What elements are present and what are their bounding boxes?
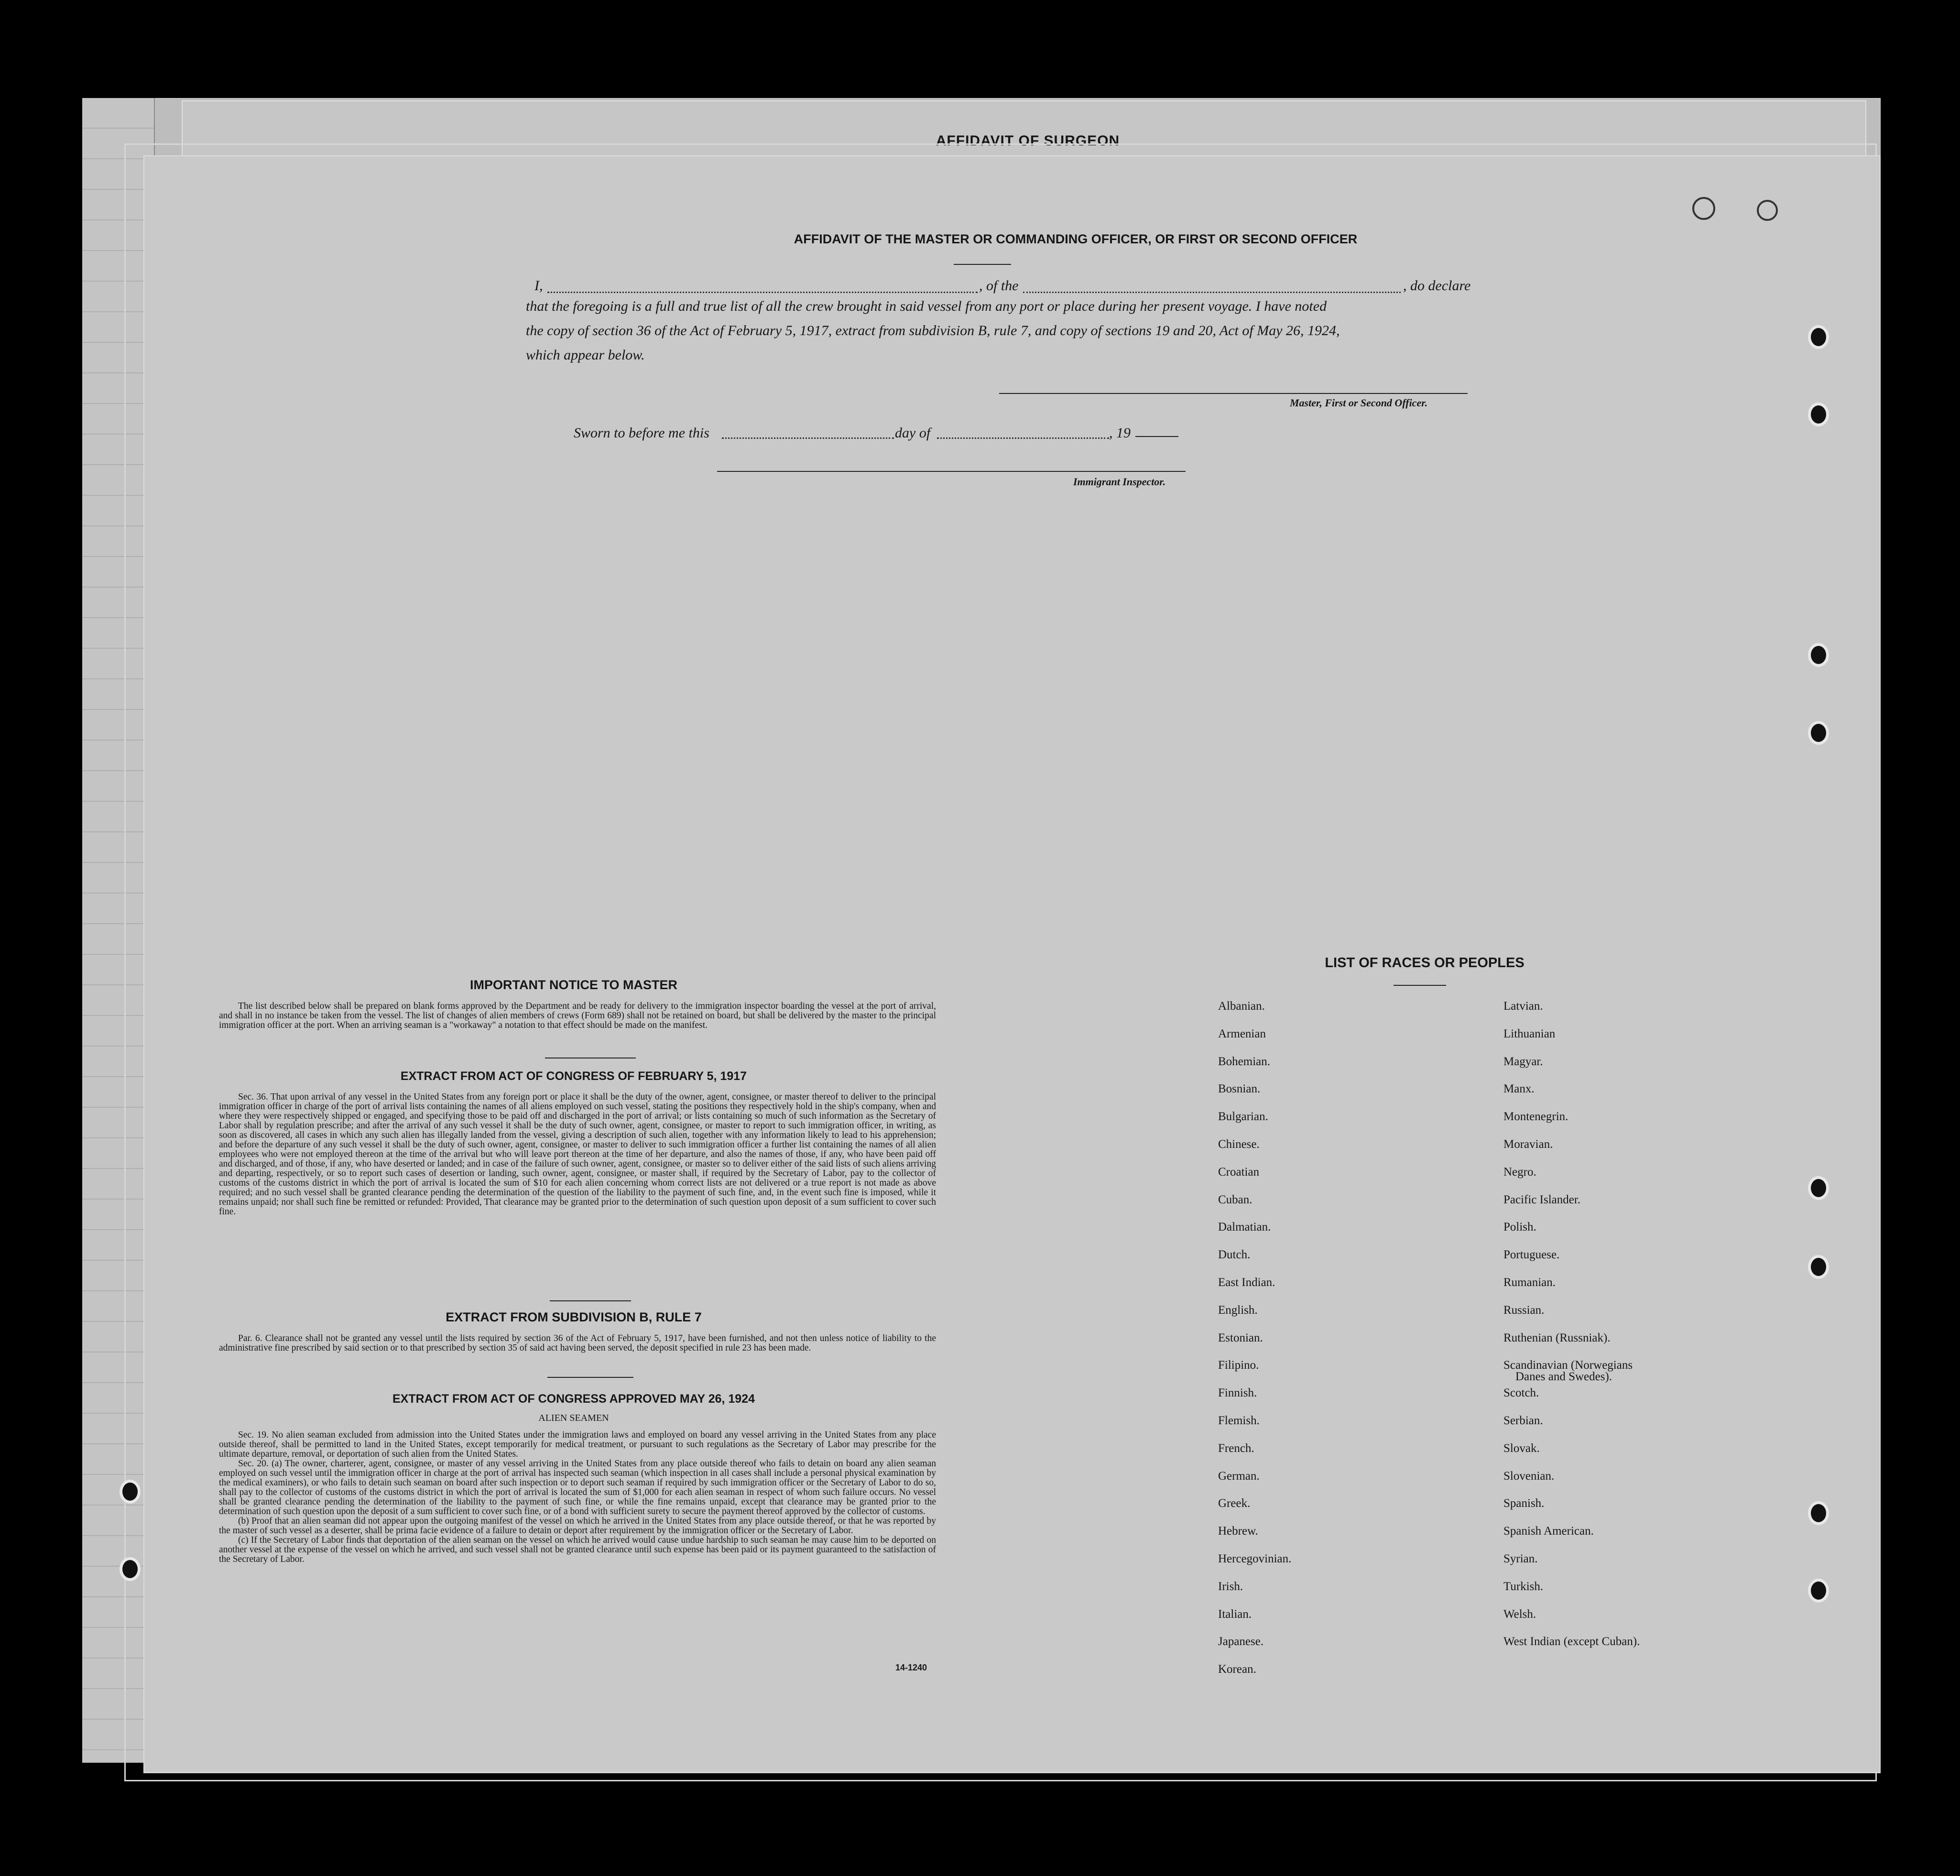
race-item: Scandinavian (Norwegians [1503,1359,1633,1372]
race-item: West Indian (except Cuban). [1503,1635,1640,1648]
races-underline [1394,985,1446,986]
race-item: Spanish American. [1503,1525,1594,1538]
name-field[interactable] [547,292,978,293]
races-title: LIST OF RACES OR PEOPLES [1325,955,1524,971]
punch-hole-icon [120,1480,141,1504]
race-item: Scotch. [1503,1386,1539,1400]
race-item: Italian. [1218,1607,1252,1621]
punch-hole-icon [1808,1176,1829,1200]
race-item: Slovak. [1503,1441,1540,1455]
signature-line[interactable] [999,393,1468,394]
race-item: Korean. [1218,1663,1256,1676]
race-item: Turkish. [1503,1580,1544,1593]
race-item: Hebrew. [1218,1525,1258,1538]
signature-label: Master, First or Second Officer. [1290,397,1428,409]
notice-title: IMPORTANT NOTICE TO MASTER [470,978,677,992]
affidavit-text-4: which appear below. [526,347,645,363]
race-item: Croatian [1218,1165,1260,1178]
race-item: Syrian. [1503,1552,1538,1565]
divider [547,1377,633,1378]
race-item: Polish. [1503,1221,1536,1234]
form-number: 14-1240 [895,1663,927,1672]
sec36-paragraph: Sec. 36. That upon arrival of any vessel in the United States from any foreign port or place it shall be the duty of the owner, agent, consignee, or master thereof to deliver to the principal immigration officer in charge of the port of arrival lists containing the names of all aliens employed on such vessel, stating the positions they respectively hold in the ship's company, when and where they were respectively shipped or engaged, and specifying those to be paid off and discharged in the port of arrival; or lists containing so much of such information as the Secretary of Labor shall by regulation prescribe; and after the arrival of any such vessel it shall be the duty of such owner, agent, consignee, or master to report to such immigration officer, in writing, as soon as discovered, all cases in which any such alien has illegally landed from the vessel, giving a description of such alien, together with any information likely to lead to his apprehension; and before the departure of any such vessel it shall be the duty of such owner, agent, consignee, or master to deliver to such immigration officer a further list containing the names of all alien employees who were not employed thereon at the time of the arrival but who will leave port thereon at the time of her departure, and also the names of those, if any, who have been paid off and discharged, and of those, if any, who have deserted or landed; and in case of the failure of such owner, agent, consignee, or master so to deliver either of the said lists of such aliens arriving and departing, respectively, or so to report such cases of desertion or landing, such owner, agent, consignee, or master shall, if required by the Secretary of Labor, pay to the collector of customs of the customs district in which the port of arrival is located the sum of $10 for each alien concerning whom correct lists are not delivered or a true report is not made as above required; and no such vessel shall be granted clearance pending the determination of the question of the liability to the payment of such fine, and, in the event such fine is imposed, while it remains unpaid; nor shall such fine be remitted or refunded: Provided, That clearance may be granted prior to the determination of such question upon deposit of a sum sufficient to cover such fine. [219,1092,936,1217]
title-underline [954,264,1011,265]
rule7-title: EXTRACT FROM SUBDIVISION B, RULE 7 [446,1310,702,1324]
race-item: Moravian. [1503,1138,1553,1151]
race-item: Hercegovinian. [1218,1552,1292,1565]
race-item: Welsh. [1503,1607,1536,1621]
race-item: Bulgarian. [1218,1110,1268,1123]
punch-hole-icon [120,1557,141,1581]
punch-hole-icon [1808,325,1829,349]
sworn-day-field[interactable] [722,437,894,439]
extract-1924-title: EXTRACT FROM ACT OF CONGRESS APPROVED MAY 26, 1924 [392,1392,755,1406]
affidavit-text-3: the copy of section 36 of the Act of February 5, 1917, extract from subdivision B, rule 7, and copy of sections 19 and 20, Act of May 26, 1924, [526,323,1340,338]
sec20b-paragraph: (b) Proof that an alien seaman did not appear upon the outgoing manifest of the vessel on which he arrived in the United States from any place outside thereof, or that he was reported by the master of such vessel as a deserter, shall be prima facie evidence of a failure to detain or deport after requirement by the immigration officer or the Secretary of Labor. [219,1516,936,1536]
race-item: German. [1218,1469,1260,1483]
race-item: French. [1218,1441,1254,1455]
race-item: Serbian. [1503,1414,1543,1427]
race-item: Montenegrin. [1503,1110,1568,1123]
sworn-label: Sworn to before me this [574,425,709,441]
race-item: Flemish. [1218,1414,1260,1427]
punch-hole-icon [1808,1579,1829,1603]
race-item: Cuban. [1218,1193,1252,1206]
race-item: Albanian. [1218,1000,1265,1013]
extract-1924-text [219,1430,936,1564]
extract-1917-title: EXTRACT FROM ACT OF CONGRESS OF FEBRUARY 5, 1917 [400,1069,747,1083]
vessel-field[interactable] [1023,292,1401,293]
race-item: Armenian [1218,1027,1266,1040]
sec20a-paragraph: Sec. 20. (a) The owner, charterer, agent, consignee, or master of any vessel arriving in the United States from any place outside thereof who fails to detain on board any alien seaman employed on such vessel until the immigration officer in charge at the port of arrival has inspected such seaman (which inspection in all cases shall include a personal physical examination by the medical examiners), or who fails to detain such seaman on board after such inspection or to deport such seaman if required by such immigration officer or the Secretary of Labor to do so, shall pay to the collector of customs of the customs district in which the port of arrival is located the sum of $1,000 for each alien seaman in respect of whom such failure occurs. No vessel shall be granted clearance pending the determination of the liability to the payment of such fine, or while the fine remains unpaid, except that clearance may be granted prior to the determination of such question upon the deposit of a sum sufficient to cover such fine, or of a bond with sufficient surety to secure the payment thereof approved by the collector of customs. [219,1459,936,1516]
affidavit-title: AFFIDAVIT OF THE MASTER OR COMMANDING OFFICER, OR FIRST OR SECOND OFFICER [794,232,1358,246]
affidavit-text-2: that the foregoing is a full and true list of all the crew brought in said vessel from any port or place during her present voyage. I have noted [526,298,1327,314]
race-item: Finnish. [1218,1386,1257,1400]
race-item: Portuguese. [1503,1248,1560,1262]
ring-mark-icon [1757,200,1778,221]
divider [550,1300,631,1301]
race-item: Ruthenian (Russniak). [1503,1331,1611,1344]
punch-hole-icon [1808,1255,1829,1279]
year-field[interactable] [1135,436,1178,437]
affidavit-i: I, [534,278,543,294]
notice-text [219,1002,936,1030]
race-item: Pacific Islander. [1503,1193,1581,1206]
sec20c-paragraph: (c) If the Secretary of Labor finds that deportation of the alien seaman on the vessel on which he arrived would cause undue hardship to such seaman he may cause him to be deported on another vessel at the expense of the vessel on which he arrived, and such vessel shall not be granted clearance until such expense has been paid or its payment guaranteed to the satisfaction of the Secretary of Labor. [219,1535,936,1564]
race-item: Dalmatian. [1218,1221,1271,1234]
punch-hole-icon [1808,1501,1829,1525]
punch-hole-icon [1808,721,1829,745]
race-item: East Indian. [1218,1276,1275,1289]
race-item: Irish. [1218,1580,1243,1593]
day-of-label: day of [895,425,931,441]
race-item: Spanish. [1503,1497,1545,1510]
inspector-label: Immigrant Inspector. [1073,476,1166,488]
race-item: Filipino. [1218,1359,1259,1372]
year-prefix: , 19 [1109,425,1131,441]
race-item: Latvian. [1503,1000,1543,1013]
race-item: Lithuanian [1503,1027,1556,1040]
affidavit-declare: , do declare [1403,278,1471,294]
race-item: Dutch. [1218,1248,1251,1262]
race-item: Bosnian. [1218,1082,1261,1096]
sec19-paragraph: Sec. 19. No alien seaman excluded from admission into the United States under the immigration laws and employed on board any vessel arriving in the United States from any place outside thereof, shall be permitted to land in the United States, except temporarily for medical treatment, or pursuant to such regulations as the Secretary of Labor may prescribe for the ultimate departure, removal, or deportation of such alien from the United States. [219,1430,936,1459]
race-item: Negro. [1503,1165,1536,1178]
affidavit-of-the: , of the [979,278,1019,294]
ring-mark-icon [1692,197,1715,220]
punch-hole-icon [1808,403,1829,426]
inspector-signature-line[interactable] [717,471,1186,472]
race-item: English. [1218,1303,1258,1317]
race-item: Magyar. [1503,1055,1543,1068]
sworn-month-field[interactable] [937,437,1109,439]
race-item: Japanese. [1218,1635,1264,1648]
punch-hole-icon [1808,643,1829,667]
extract-1917-text [219,1092,936,1217]
race-item: Chinese. [1218,1138,1260,1151]
rule7-text [219,1334,936,1353]
race-item: Danes and Swedes). [1515,1370,1612,1384]
alien-seamen-subtitle: ALIEN SEAMEN [538,1413,609,1423]
race-item: Rumanian. [1503,1276,1556,1289]
notice-paragraph: The list described below shall be prepared on blank forms approved by the Department and be ready for delivery to the immigration inspector boarding the vessel at the port of arrival, and shall in no instance be taken from the vessel. The list of changes of alien members of crews (Form 689) shall not be retained on board, but shall be delivered by the master to the principal immigration officer at the port. When an arriving seaman is a "workaway" a notation to that effect should be made on the manifest. [219,1001,936,1030]
race-item: Estonian. [1218,1331,1263,1344]
race-item: Slovenian. [1503,1469,1555,1483]
surgeon-affidavit-header: AFFIDAVIT OF SURGEON [936,133,1120,149]
race-item: Russian. [1503,1303,1545,1317]
race-item: Manx. [1503,1082,1535,1096]
race-item: Bohemian. [1218,1055,1271,1068]
rule7-paragraph: Par. 6. Clearance shall not be granted any vessel until the lists required by section 36 of the Act of February 5, 1917, have been furnished, and not then unless notice of liability to the administrative fine prescribed by said section or to that prescribed by section 35 of said act having been served, the deposit specified in rule 23 has been made. [219,1333,936,1353]
race-item: Greek. [1218,1497,1251,1510]
